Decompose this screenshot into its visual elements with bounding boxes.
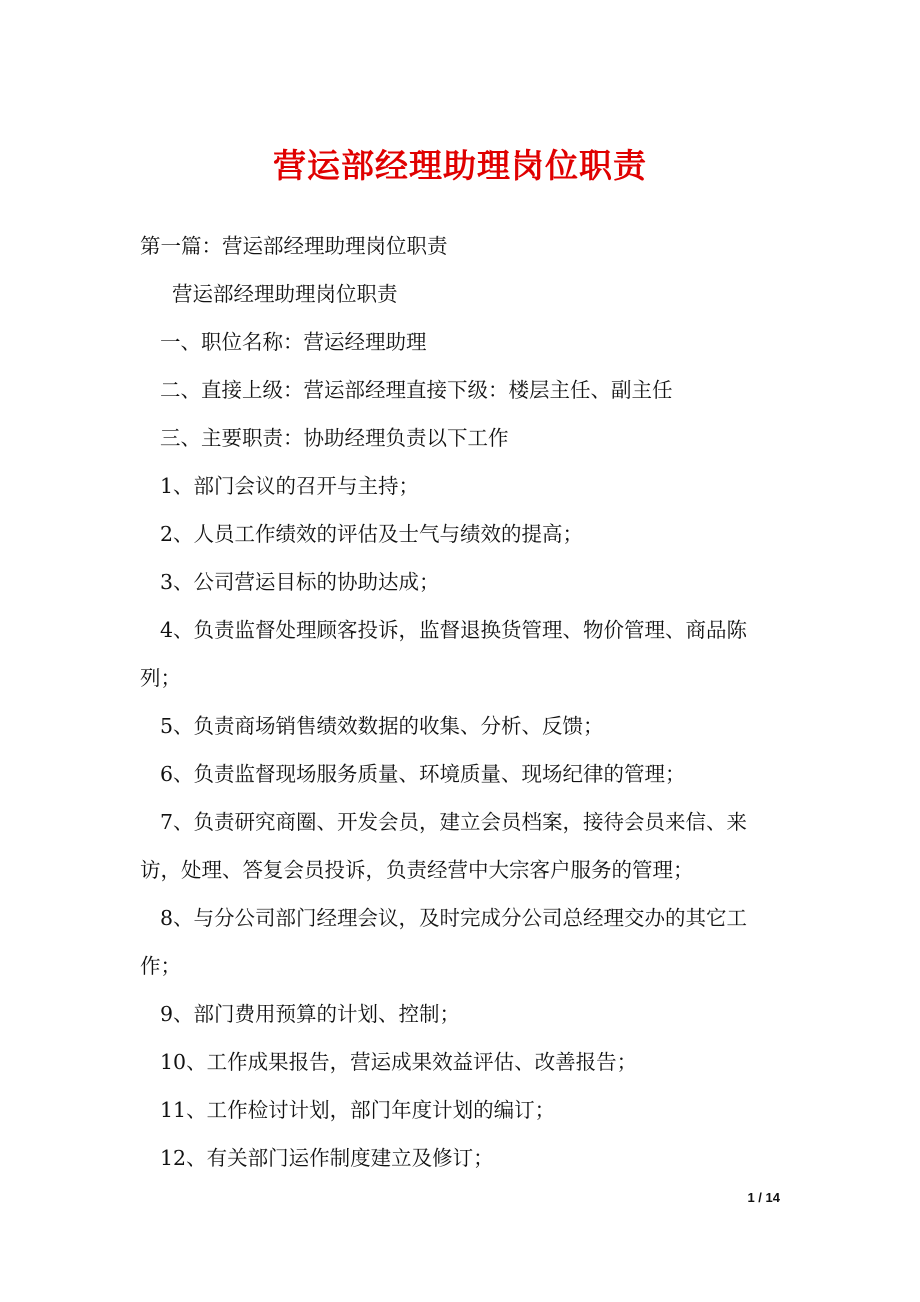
duty-item-10: 10、工作成果报告，营运成果效益评估、改善报告； [160,1050,638,1074]
duty-item-6: 6、负责监督现场服务质量、环境质量、现场纪律的管理； [160,762,686,786]
paragraph-main-duties: 三、主要职责：协助经理负责以下工作 [160,426,509,450]
paragraph-position-name: 一、职位名称：营运经理助理 [160,330,427,354]
duty-item-5: 5、负责商场销售绩效数据的收集、分析、反馈； [160,714,604,738]
duty-item-12: 12、有关部门运作制度建立及修订； [160,1146,494,1170]
duty-item-7: 7、负责研究商圈、开发会员，建立会员档案，接待会员来信、来访，处理、答复会员投诉，负责经营中大宗客户服务的管理； [140,810,748,882]
duty-item-9: 9、部门费用预算的计划、控制； [160,1002,461,1026]
page-indicator: 1 / 14 [747,1190,780,1205]
duty-item-3: 3、公司营运目标的协助达成； [160,570,440,594]
duty-item-8: 8、与分公司部门经理会议，及时完成分公司总经理交办的其它工作； [140,906,748,978]
duty-item-4: 4、负责监督处理顾客投诉，监督退换货管理、物价管理、商品陈列； [140,618,748,690]
duty-item-2: 2、人员工作绩效的评估及士气与绩效的提高； [160,522,584,546]
document-title: 营运部经理助理岗位职责 [273,146,647,185]
paragraph-reporting-line: 二、直接上级：营运部经理直接下级：楼层主任、副主任 [160,378,673,402]
duty-item-1: 1、部门会议的召开与主持； [160,474,420,498]
document-body [140,222,782,1182]
section-heading: 第一篇：营运部经理助理岗位职责 [140,234,448,258]
document-subtitle: 营运部经理助理岗位职责 [172,282,398,306]
duty-item-11: 11、工作检讨计划，部门年度计划的编订； [160,1098,556,1122]
